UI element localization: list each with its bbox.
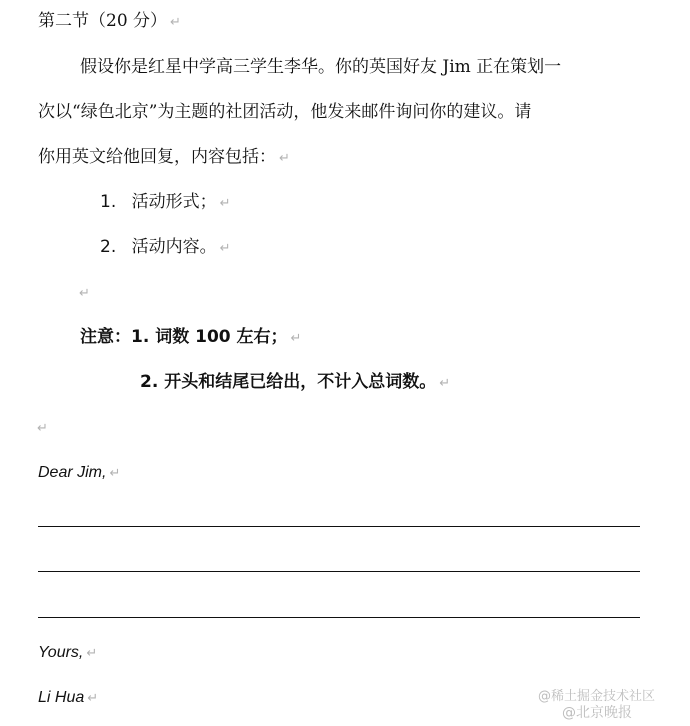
- notes-line-2: 2. 开头和结尾已给出，不计入总词数。 ↵: [140, 372, 451, 392]
- letter-closing: Yours, ↵: [38, 644, 98, 661]
- notes-label: 注意：: [80, 327, 131, 347]
- paragraph-mark-icon: ↵: [79, 286, 90, 301]
- letter-greeting: Dear Jim, ↵: [38, 464, 121, 481]
- prompt-line-2: 次以“绿色北京”为主题的社团活动，他发来邮件询问你的建议。请: [38, 102, 532, 122]
- paragraph-mark-icon: ↵: [219, 241, 231, 256]
- paragraph-mark-icon: ↵: [37, 421, 48, 436]
- notes-line-1: 注意：1. 词数 100 左右； ↵: [80, 327, 302, 347]
- answer-line: [38, 526, 640, 527]
- watermark-weibo: @北京晚报: [562, 705, 632, 721]
- paragraph-mark-icon: ↵: [290, 331, 302, 346]
- paragraph-mark-icon: ↵: [279, 151, 290, 166]
- paragraph-mark-icon: ↵: [219, 196, 231, 211]
- list-item: 2. 活动内容。 ↵: [100, 237, 231, 257]
- prompt-line-3: 你用英文给他回复，内容包括： ↵: [38, 147, 290, 167]
- paragraph-mark-icon: ↵: [439, 376, 451, 391]
- paragraph-mark-icon: ↵: [109, 466, 121, 481]
- empty-paragraph: [76, 281, 90, 305]
- answer-line: [38, 617, 640, 618]
- paragraph-mark-icon: ↵: [87, 691, 99, 706]
- list-item: 1. 活动形式； ↵: [100, 192, 231, 212]
- paragraph-mark-icon: ↵: [170, 15, 181, 30]
- section-title: 第二节（20 分） ↵: [38, 11, 181, 31]
- prompt-line-1: 假设你是红星中学高三学生李华。你的英国好友 Jim 正在策划一: [80, 57, 562, 77]
- answer-line: [38, 571, 640, 572]
- letter-signature: Li Hua ↵: [38, 689, 99, 706]
- empty-paragraph: [34, 416, 48, 440]
- watermark-juejin: @稀土掘金技术社区: [538, 689, 656, 704]
- paragraph-mark-icon: ↵: [86, 646, 98, 661]
